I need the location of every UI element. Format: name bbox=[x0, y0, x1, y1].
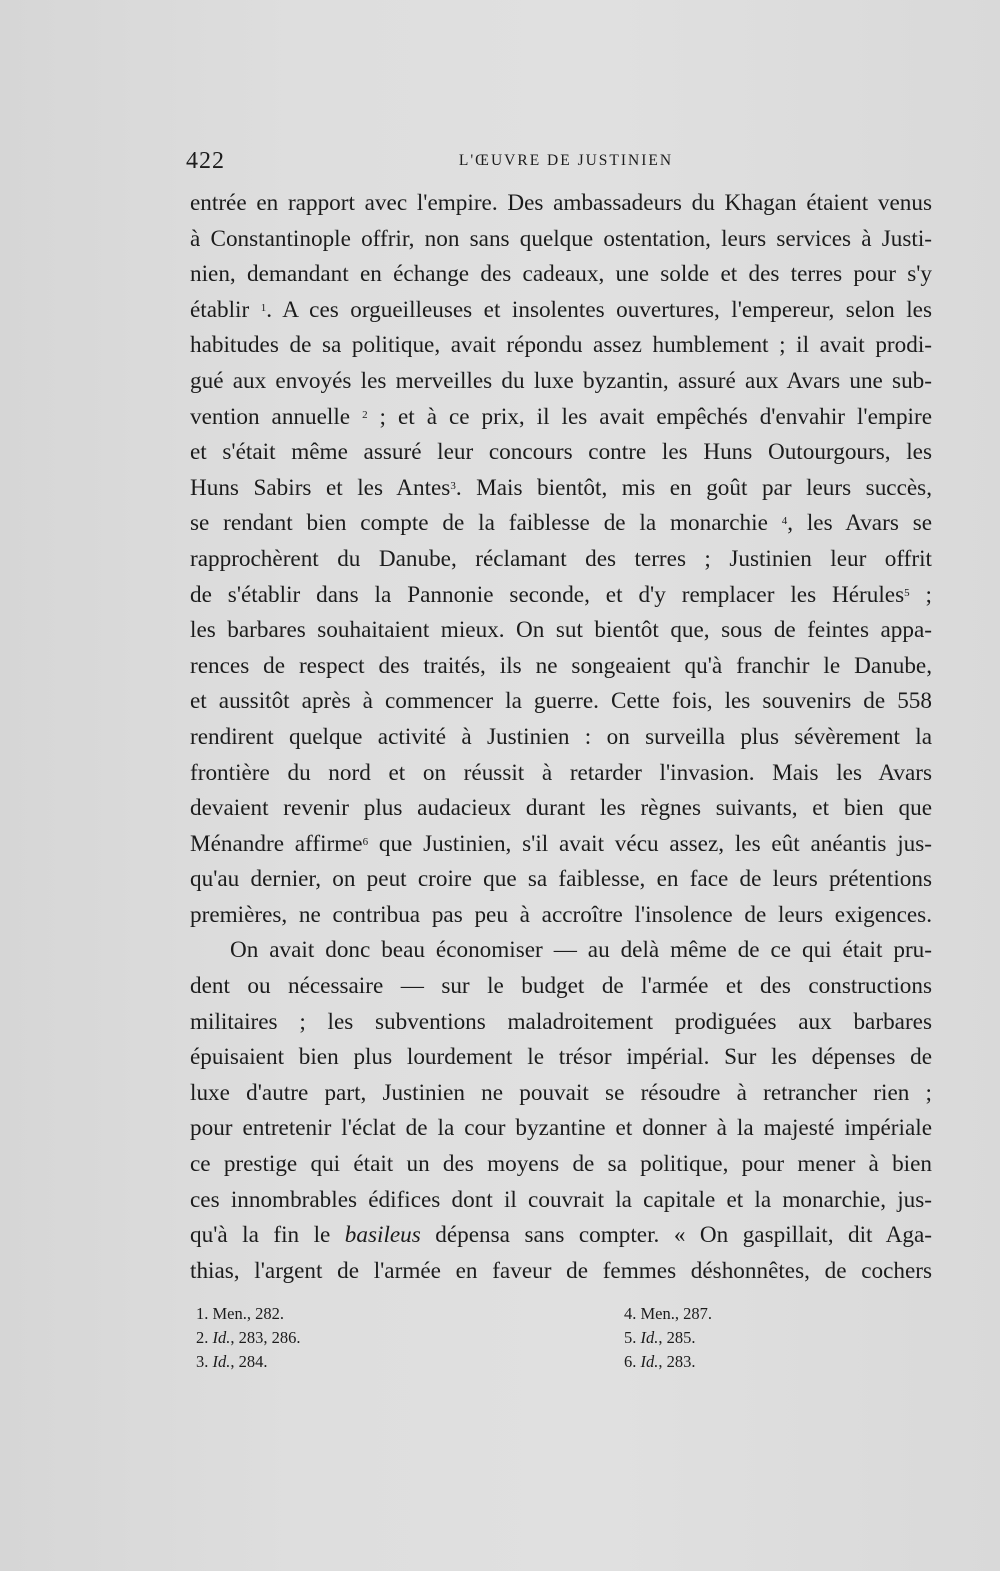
text-line: dent ou nécessaire — sur le budget de l'armée et des constructions bbox=[190, 973, 932, 1000]
text-line: établir $^1$. A ces orgueilleuses et insolentes ouvertures, l'empereur, selon les bbox=[190, 296, 932, 323]
footnote: 2. Id., 283, 286. bbox=[196, 1328, 301, 1347]
text-line: habitudes de sa politique, avait répondu assez humblement ; il avait prodi- bbox=[190, 332, 932, 359]
text-line: luxe d'autre part, Justinien ne pouvait se résoudre à retrancher rien ; bbox=[190, 1079, 932, 1106]
text-line: épuisaient bien plus lourdement le trésor impérial. Sur les dépenses de bbox=[190, 1044, 932, 1071]
body-text bbox=[190, 186, 932, 1289]
footnote: 5. Id., 285. bbox=[624, 1328, 696, 1347]
text-line: Ménandre affirme$^6$ que Justinien, s'il avait vécu assez, les eût anéantis jus- bbox=[190, 830, 932, 857]
page-number: 422 bbox=[186, 148, 225, 174]
footnote: 6. Id., 283. bbox=[624, 1352, 696, 1371]
text-line: rapprochèrent du Danube, réclamant des terres ; Justinien leur offrit bbox=[190, 545, 932, 572]
page-header bbox=[186, 148, 932, 178]
footnote-ref: 5 bbox=[904, 586, 910, 599]
footnote: 4. Men., 287. bbox=[624, 1304, 712, 1323]
text-line: qu'au dernier, on peut croire que sa faiblesse, en face de leurs prétentions bbox=[190, 866, 932, 893]
text-line: pour entretenir l'éclat de la cour byzantine et donner à la majesté impériale bbox=[190, 1115, 932, 1142]
text-line: à Constantinople offrir, non sans quelque ostentation, leurs services à Justi- bbox=[190, 225, 932, 252]
running-title: L'ŒUVRE DE JUSTINIEN bbox=[458, 152, 674, 169]
text-line: ce prestige qui était un des moyens de sa politique, pour mener à bien bbox=[190, 1151, 932, 1178]
text-line: premières, ne contribua pas peu à accroître l'insolence de leurs exigences. bbox=[190, 901, 932, 928]
footnote: 1. Men., 282. bbox=[196, 1304, 284, 1323]
italic-term: basileus bbox=[344, 1222, 421, 1249]
footnote-ref: 4 bbox=[781, 515, 788, 528]
text-line: qu'à la fin le basileus dépensa sans compter. « On gaspillait, dit Aga- bbox=[190, 1222, 933, 1249]
text-line: se rendant bien compte de la faiblesse de la monarchie $^4$, les Avars se bbox=[190, 510, 933, 537]
footnote-ref: 1 bbox=[260, 301, 267, 314]
text-line: frontière du nord et on réussit à retarder l'invasion. Mais les Avars bbox=[190, 759, 932, 786]
text-line: entrée en rapport avec l'empire. Des ambassadeurs du Khagan étaient venus bbox=[190, 190, 932, 216]
text-line: nien, demandant en échange des cadeaux, une solde et des terres pour s'y bbox=[190, 261, 932, 288]
text-line: et aussitôt après à commencer la guerre. Cette fois, les souvenirs de 558 bbox=[190, 688, 932, 715]
text-line: vention annuelle $^2$ ; et à ce prix, il les avait empêchés d'envahir l'empire bbox=[190, 403, 932, 430]
text-line-paragraph-start: On avait donc beau économiser — au delà même de ce qui était pru- bbox=[230, 937, 932, 964]
footnote-ref: 2 bbox=[362, 408, 368, 421]
footnote: 3. Id., 284. bbox=[196, 1352, 268, 1371]
text-line: de s'établir dans la Pannonie seconde, et d'y remplacer les Hérules$^5$ ; bbox=[190, 581, 932, 608]
text-line: les barbares souhaitaient mieux. On sut bientôt que, sous de feintes appa- bbox=[190, 617, 932, 644]
text-line: gué aux envoyés les merveilles du luxe byzantin, assuré aux Avars une sub- bbox=[190, 367, 932, 394]
footnote-ref: 3 bbox=[450, 479, 456, 492]
text-line: Huns Sabirs et les Antes$^3$. Mais bientôt, mis en goût par leurs succès, bbox=[190, 474, 932, 501]
text-line: rendirent quelque activité à Justinien : on surveilla plus sévèrement la bbox=[190, 723, 932, 750]
running-title-wrap bbox=[190, 152, 932, 170]
text-line: ces innombrables édifices dont il couvrait la capitale et la monarchie, jus- bbox=[190, 1186, 932, 1213]
text-line: devaient revenir plus audacieux durant les règnes suivants, et bien que bbox=[190, 795, 932, 822]
footnotes-left-column bbox=[196, 1302, 301, 1374]
text-line: rences de respect des traités, ils ne songeaient qu'à franchir le Danube, bbox=[190, 652, 932, 679]
text-line: militaires ; les subventions maladroitement prodiguées aux barbares bbox=[190, 1008, 932, 1035]
footnotes-right-column bbox=[624, 1302, 712, 1374]
text-line: et s'était même assuré leur concours contre les Huns Outourgours, les bbox=[190, 439, 932, 466]
text-line: thias, l'argent de l'armée en faveur de femmes déshonnêtes, de cochers bbox=[190, 1257, 932, 1284]
footnote-ref: 6 bbox=[362, 835, 369, 848]
